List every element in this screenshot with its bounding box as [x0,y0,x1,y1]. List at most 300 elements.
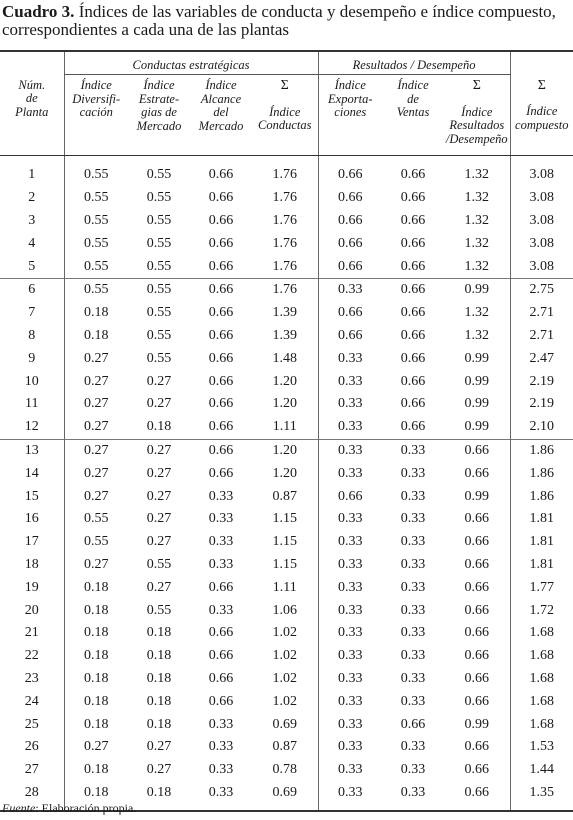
cell-planta: 12 [24,419,39,435]
table-caption: Índices de las variables de conducta y desempeño e índice compuesto, correspondientes a cada una de las plantas [2,2,556,39]
table-cell: 1.11 [272,419,297,435]
table-row [0,485,573,508]
table-row [0,759,573,782]
table-cell: 3.08 [510,232,573,255]
table-cell: 0.33 [208,602,234,618]
table-cell: 1.32 [464,327,490,343]
table-row [0,325,573,348]
table-cell: 1.32 [464,190,490,206]
header-line: compuesto [515,117,569,132]
table-cell: 0.33 [208,488,234,504]
table-cell: 0.33 [318,668,382,691]
table-cell: 0.66 [208,625,234,641]
table-cell: 0.69 [252,782,318,812]
table-cell: 0.55 [146,556,172,572]
table-cell: 0.27 [64,485,128,508]
cell-planta: 9 [28,350,36,366]
table-cell: 0.18 [64,645,128,668]
header-line: Índice [205,78,237,92]
source-note [2,801,136,816]
table-cell: 0.66 [400,167,426,183]
table-cell: 0.66 [400,396,426,412]
table-cell: 0.33 [318,462,382,485]
header-line: Alcance [200,91,242,106]
cell-planta: 2 [28,190,36,206]
table-cell: 1.53 [510,736,573,759]
table-row [0,645,573,668]
col-header-ventas [382,75,444,156]
table-cell: 1.06 [272,602,297,618]
table-cell: 0.66 [208,693,234,709]
table-cell: 1.32 [464,212,490,228]
table-cell: 3.08 [510,255,573,278]
table-cell: 0.66 [208,305,234,321]
table-cell: 0.55 [64,508,128,531]
table-cell: 1.39 [272,305,297,321]
group-header-resultados: Resultados / Desempeño [318,51,510,75]
cell-planta: 5 [28,258,36,274]
table-cell: 1.68 [510,622,573,645]
table-cell: 0.66 [464,602,490,618]
table-cell: 0.66 [190,278,252,301]
header-line: Estrate- [138,91,180,106]
table-cell: 1.76 [272,212,297,228]
group-header-empty-right [510,51,573,75]
table-cell: 1.02 [272,693,297,709]
table-cell: 3.08 [510,210,573,233]
table-cell: 0.66 [464,511,490,527]
table-cell: 1.68 [510,690,573,713]
table-cell: 0.33 [318,736,382,759]
table-cell: 0.66 [464,693,490,709]
table-cell: 0.66 [400,373,426,389]
col-header-estrategias [128,75,190,156]
col-header-resultados [444,75,510,156]
table-cell: 2.71 [510,325,573,348]
table-cell: 0.55 [64,156,128,187]
table-cell: 0.33 [318,439,382,462]
table-cell: 0.66 [400,716,426,732]
table-cell: 0.66 [208,190,234,206]
table-cell: 0.66 [464,739,490,755]
table-cell: 0.66 [208,396,234,412]
table-row [0,690,573,713]
source-text: : Elaboración propia. [35,801,137,815]
header-line: Índice [334,78,366,92]
cell-planta: 14 [24,465,39,481]
header-line: gias de [141,105,177,119]
table-cell: 0.66 [400,350,426,366]
table-cell: 1.35 [510,782,573,812]
table-cell: 0.87 [272,739,297,755]
table-cell: 0.33 [400,579,426,595]
table-cell: 0.33 [318,531,382,554]
table-cell: 0.33 [318,416,382,439]
table-cell: 0.33 [208,739,234,755]
table-cell: 0.66 [318,255,382,278]
table-cell: 0.55 [146,212,172,228]
table-cell: 0.33 [208,511,234,527]
table-cell: 0.18 [64,576,128,599]
table-body [0,156,573,812]
header-line: de [25,91,38,105]
table-cell: 0.18 [128,782,190,812]
table-cell: 0.33 [318,622,382,645]
table-cell: 0.66 [400,258,426,274]
table-cell: 1.02 [272,648,297,664]
cell-planta: 28 [0,782,64,812]
table-cell: 0.66 [208,579,234,595]
table-cell: 0.55 [64,232,128,255]
table-cell: 0.33 [208,534,234,550]
table-row [0,531,573,554]
cell-planta: 4 [28,235,36,251]
table-row [0,210,573,233]
table-cell: 1.86 [510,485,573,508]
table-cell: 0.33 [190,782,252,812]
sum-symbol: Σ [472,78,481,93]
table-cell: 1.15 [272,534,297,550]
table-cell: 0.33 [400,693,426,709]
table-cell: 0.27 [64,416,128,439]
table-cell: 0.18 [64,759,128,782]
cell-planta: 17 [24,534,39,550]
cell-planta: 13 [0,439,64,462]
table-row [0,156,573,187]
header-line: cación [79,105,113,119]
group-header-conductas: Conductas estratégicas [64,51,318,75]
table-cell: 0.66 [208,419,234,435]
table-cell: 1.32 [464,258,490,274]
table-cell: 0.27 [128,439,190,462]
header-line: Índice [461,104,493,119]
table-cell: 0.55 [146,327,172,343]
cell-planta: 1 [28,167,36,183]
table-row [0,668,573,691]
table-cell: 0.27 [146,396,172,412]
table-cell: 0.66 [400,327,426,343]
table-cell: 1.76 [272,167,297,183]
table-cell: 0.18 [146,419,172,435]
table-cell: 0.66 [464,556,490,572]
table-cell: 0.66 [318,156,382,187]
table-cell: 2.75 [510,278,573,301]
table-cell: 1.02 [272,670,297,686]
table-cell: 0.18 [146,625,172,641]
table-cell: 0.33 [382,439,444,462]
table-row [0,576,573,599]
table-cell: 0.66 [464,670,490,686]
table-cell: 0.33 [318,508,382,531]
table-cell: 0.99 [464,350,490,366]
table-cell: 0.55 [64,255,128,278]
table-number: Cuadro 3. [2,2,75,21]
table-cell: 0.18 [64,782,128,812]
table-cell: 0.33 [318,782,382,812]
table-cell: 0.55 [146,190,172,206]
table-cell: 0.33 [400,602,426,618]
table-cell: 0.18 [146,716,172,732]
table-cell: 0.66 [444,439,510,462]
header-line: de [407,91,419,106]
table-cell: 0.33 [318,599,382,622]
table-row [0,713,573,736]
table-cell: 0.66 [400,305,426,321]
table-cell: 0.27 [146,762,172,778]
table-cell: 0.99 [444,278,510,301]
cell-planta: 7 [28,305,36,321]
table-cell: 3.08 [510,187,573,210]
table-row [0,187,573,210]
table-cell: 0.27 [64,370,128,393]
table-cell: 0.18 [64,325,128,348]
table-cell: 0.27 [64,393,128,416]
table-cell: 1.72 [510,599,573,622]
table-cell: 1.76 [252,278,318,301]
header-line: Resultados [449,118,505,132]
table-cell: 0.55 [146,235,172,251]
table-cell: 1.81 [510,554,573,577]
table-title [2,3,571,39]
table-cell: 0.66 [318,485,382,508]
header-line: Índice [526,104,558,118]
table-row [0,370,573,393]
table-cell: 0.33 [318,690,382,713]
table-cell: 0.66 [318,232,382,255]
table-cell: 1.68 [510,668,573,691]
col-header-planta [0,75,64,156]
table-cell: 0.27 [64,347,128,370]
col-header-exportaciones [318,75,382,156]
table-cell: 0.55 [64,531,128,554]
table-cell: 0.66 [208,212,234,228]
table-cell: 0.66 [464,625,490,641]
cell-planta: 19 [24,579,39,595]
sum-symbol: Σ [537,77,546,93]
table-cell: 0.33 [400,762,426,778]
table-cell: 0.33 [318,370,382,393]
table-cell: 0.18 [64,302,128,325]
table-cell: 0.66 [208,258,234,274]
table-cell: 0.87 [272,488,297,504]
table-cell: 1.11 [272,579,297,595]
header-line: /Desempeño [445,131,508,146]
table-row [0,393,573,416]
table-cell: 1.15 [272,511,297,527]
column-header-row [0,75,573,156]
table-cell: 0.66 [464,648,490,664]
table-row [0,736,573,759]
table-cell: 0.66 [400,190,426,206]
table-cell: 1.32 [464,167,490,183]
table-row [0,439,573,462]
table-cell: 1.20 [252,439,318,462]
table-cell: 0.66 [444,782,510,812]
table-cell: 0.99 [464,488,490,504]
data-table [0,50,573,812]
table-cell: 0.66 [208,350,234,366]
table-cell: 0.33 [400,739,426,755]
table-cell: 0.18 [64,668,128,691]
table-cell: 0.33 [318,278,382,301]
cell-planta: 15 [24,488,39,504]
table-cell: 2.71 [510,302,573,325]
table-cell: 0.55 [146,305,172,321]
table-row [0,232,573,255]
table-cell: 1.15 [272,556,297,572]
table-cell: 1.76 [272,190,297,206]
header-line: Diversifi- [72,91,121,106]
table-cell: 0.18 [64,690,128,713]
sum-symbol: Σ [280,78,289,93]
cell-planta: 21 [24,625,39,641]
table-row [0,347,573,370]
table-cell: 0.33 [400,534,426,550]
cell-planta: 27 [24,762,39,778]
table-row [0,278,573,301]
cell-planta: 11 [25,396,39,412]
table-cell: 1.32 [464,305,490,321]
table-row [0,302,573,325]
table-cell: 0.55 [64,187,128,210]
cell-planta: 20 [24,602,39,618]
table-cell: 0.18 [64,599,128,622]
table-cell: 0.66 [190,439,252,462]
table-cell: 0.33 [318,713,382,736]
col-header-diversificacion [64,75,128,156]
table-cell: 0.33 [318,554,382,577]
table-cell: 0.33 [318,759,382,782]
table-cell: 0.18 [146,670,172,686]
header-line: Índice [269,104,301,119]
table-cell: 0.33 [318,645,382,668]
col-header-compuesto [510,75,573,156]
header-line: Índice [397,78,429,92]
table-cell: 0.99 [464,716,490,732]
table-row [0,554,573,577]
header-line: Mercado [136,118,182,133]
table-cell: 0.66 [208,373,234,389]
table-cell: 1.68 [510,645,573,668]
table-row [0,416,573,439]
table-cell: 0.66 [208,235,234,251]
cell-planta: 23 [24,670,39,686]
table-cell: 1.02 [272,625,297,641]
table-cell: 0.66 [400,235,426,251]
table-cell: 0.27 [64,554,128,577]
table-cell: 0.27 [146,534,172,550]
table-cell: 0.55 [128,278,190,301]
table-cell: 0.27 [64,462,128,485]
table-cell: 0.33 [208,556,234,572]
table-row [0,508,573,531]
table-cell: 1.44 [510,759,573,782]
cell-planta: 24 [24,693,39,709]
table-cell: 1.86 [510,462,573,485]
table-cell: 0.27 [146,465,172,481]
header-line: Índice [80,78,112,92]
table-cell: 0.33 [208,716,234,732]
table-cell: 0.66 [464,762,490,778]
source-label: Fuente [2,801,36,815]
header-line: Planta [15,104,49,119]
table-cell: 0.66 [208,327,234,343]
table-cell: 0.66 [382,278,444,301]
table-cell: 1.48 [272,350,297,366]
table-cell: 0.27 [146,739,172,755]
table-cell: 2.19 [510,370,573,393]
table-cell: 0.27 [64,439,128,462]
table-cell: 0.66 [208,465,234,481]
table-cell: 0.66 [318,302,382,325]
table-row [0,462,573,485]
group-header-row [0,51,573,75]
header-line: Núm. [18,77,46,92]
table-cell: 2.10 [510,416,573,439]
table-cell: 1.77 [510,576,573,599]
cell-planta: 6 [0,278,64,301]
table-cell: 1.39 [272,327,297,343]
table-cell: 0.27 [64,736,128,759]
cell-planta: 26 [24,739,39,755]
table-cell: 0.66 [400,419,426,435]
table-cell: 2.47 [510,347,573,370]
table-cell: 1.20 [272,465,297,481]
header-line: Exporta- [328,91,373,106]
table-cell: 0.66 [208,670,234,686]
table-cell: 1.81 [510,508,573,531]
table-cell: 0.66 [208,648,234,664]
table-cell: 0.33 [400,625,426,641]
col-header-conductas [252,75,318,156]
cell-planta: 25 [24,716,39,732]
cell-planta: 3 [28,212,36,228]
cell-planta: 8 [28,327,36,343]
table-cell: 0.33 [318,393,382,416]
table-cell: 0.18 [64,622,128,645]
table-cell: 0.33 [382,782,444,812]
table-cell: 0.33 [400,465,426,481]
table-cell: 0.55 [146,602,172,618]
header-line: del [213,105,229,119]
table-cell: 0.27 [146,373,172,389]
table-cell: 0.33 [400,556,426,572]
table-cell: 0.33 [400,670,426,686]
table-cell: 0.99 [464,373,490,389]
table-cell: 1.32 [464,235,490,251]
header-line: Conductas [258,118,312,132]
table-cell: 2.19 [510,393,573,416]
table-row [0,255,573,278]
table-cell: 0.33 [400,488,426,504]
table-cell: 1.86 [510,439,573,462]
header-line: Mercado [198,118,244,133]
table-cell: 1.68 [510,713,573,736]
cell-planta: 18 [24,556,39,572]
table-cell: 0.27 [146,511,172,527]
table-cell: 0.33 [208,762,234,778]
table-cell: 0.55 [64,210,128,233]
table-cell: 0.27 [146,579,172,595]
header-line: ciones [334,105,367,119]
header-line: Índice [143,78,175,92]
header-line: Ventas [396,105,430,119]
table-cell: 0.66 [400,212,426,228]
table-cell: 0.55 [146,258,172,274]
table-cell: 1.76 [272,258,297,274]
table-cell: 0.33 [318,576,382,599]
table-cell: 0.99 [464,419,490,435]
